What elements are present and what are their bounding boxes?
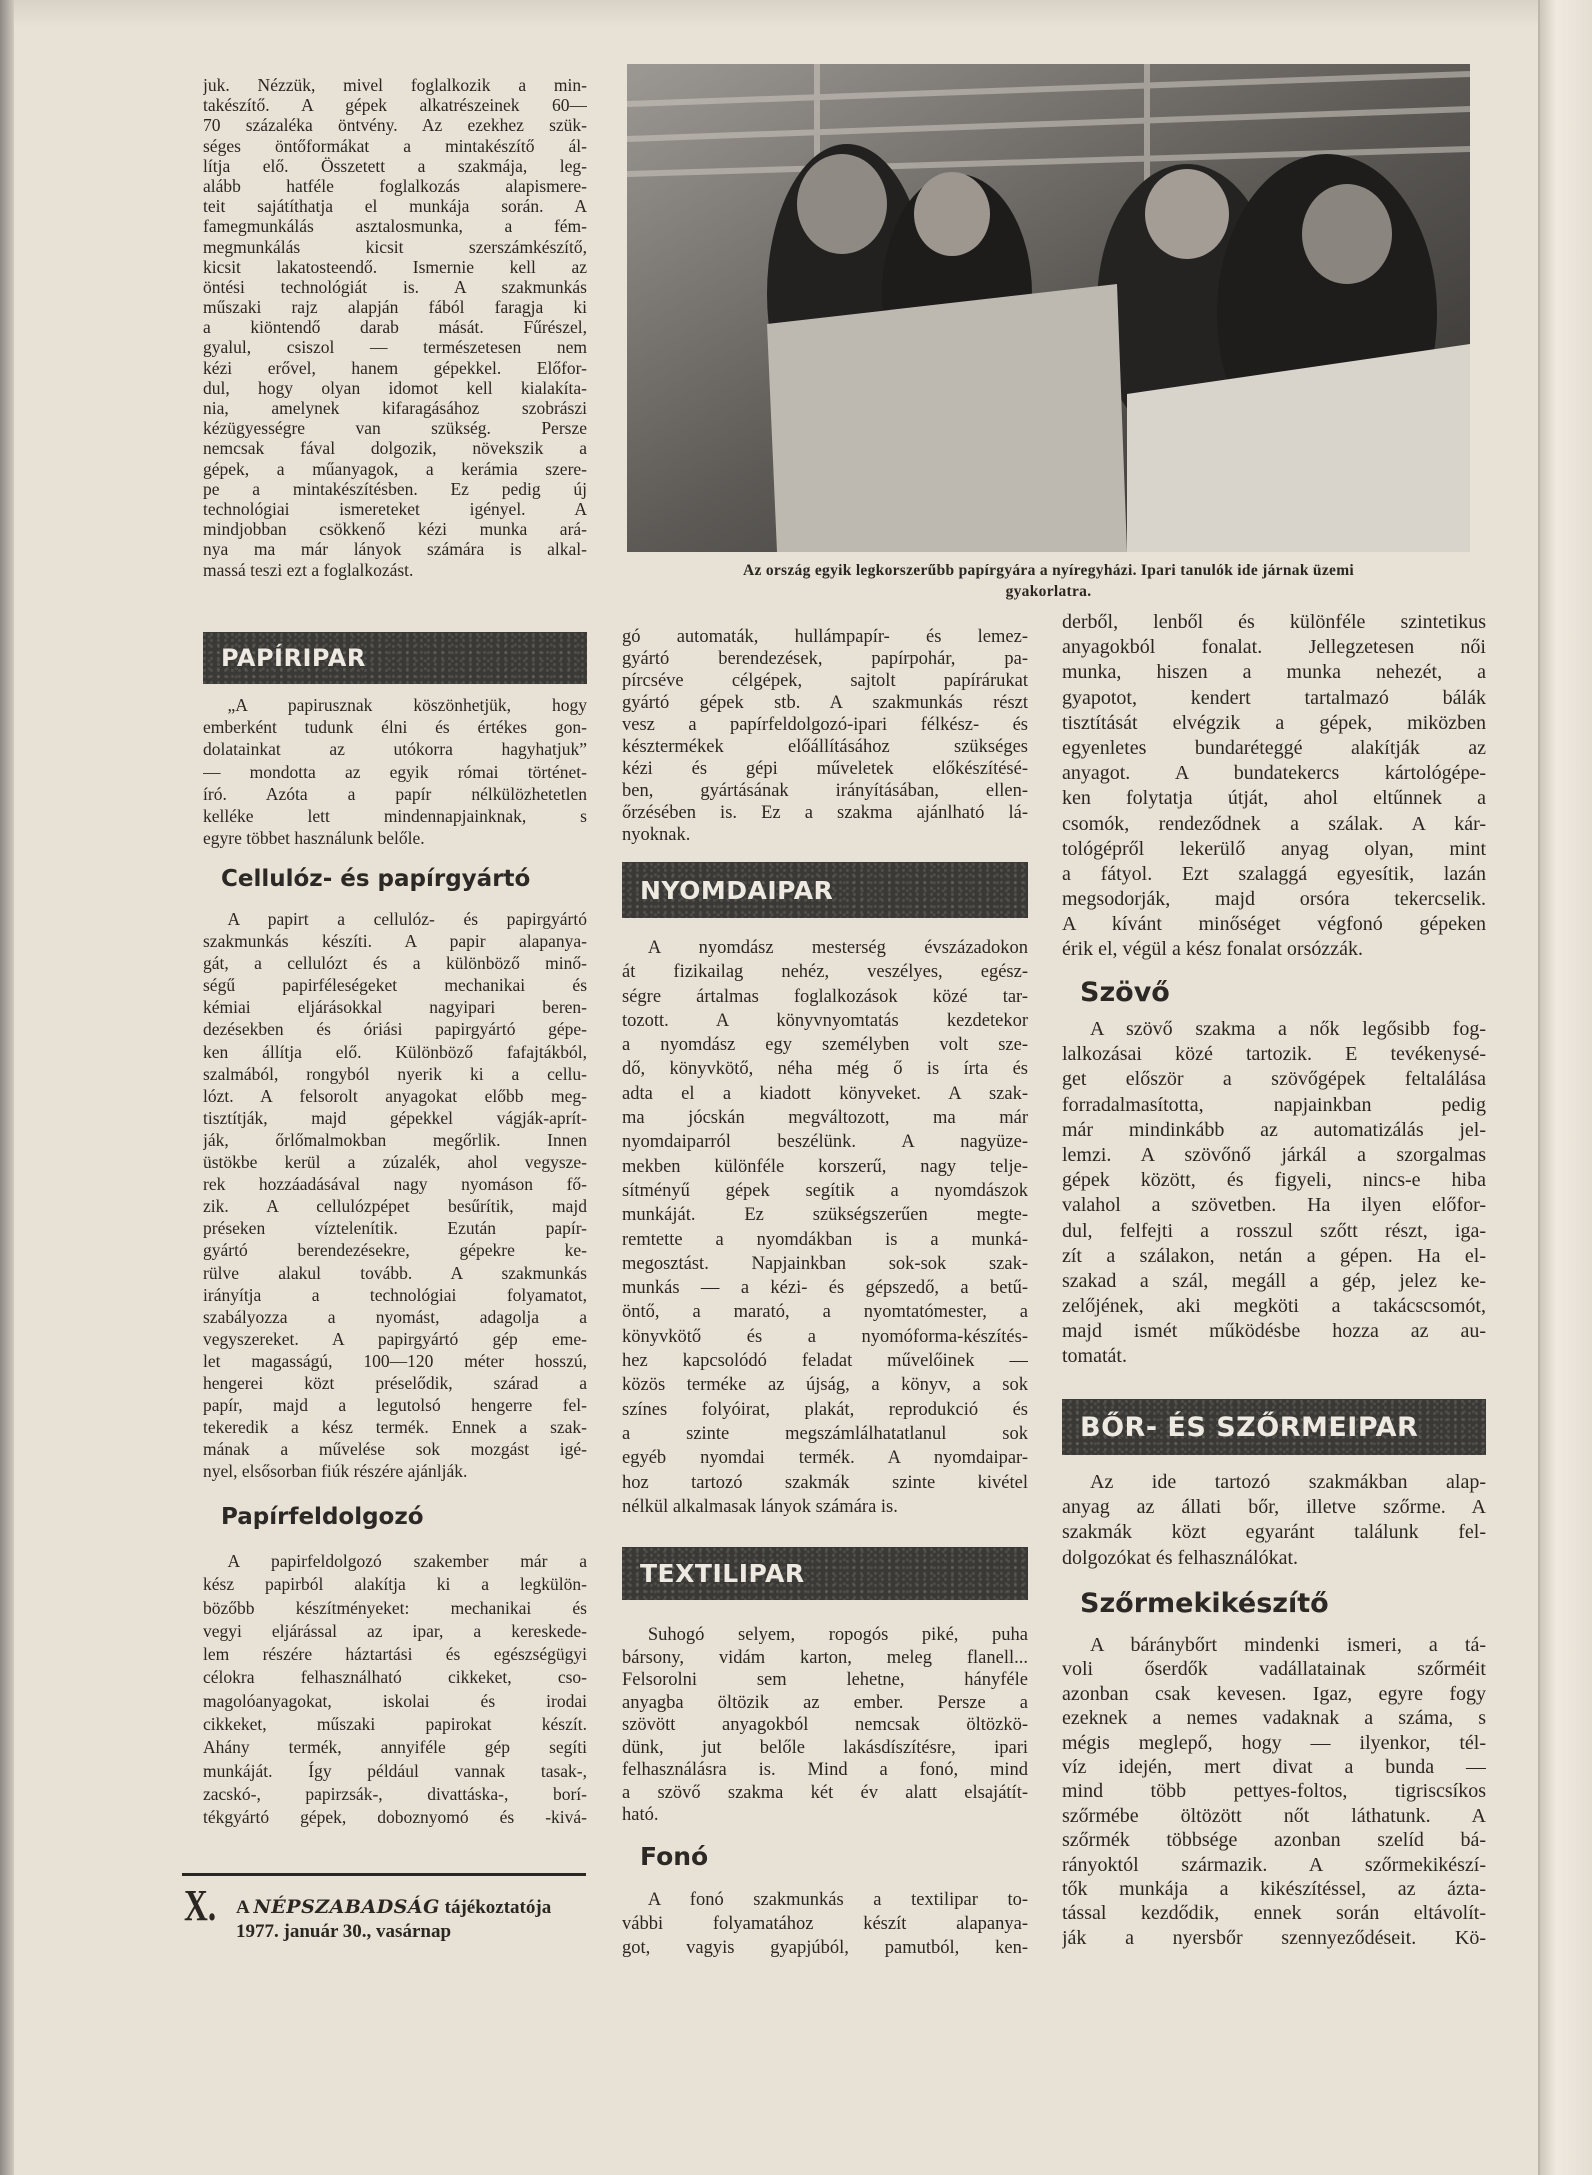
photo-paper-factory	[627, 64, 1470, 552]
text-line: ken állítja elő. Különböző fafajtákból,	[203, 1041, 587, 1062]
text-line: munka, hiszen a munka nehezét, a	[1062, 661, 1486, 684]
text-line: Az ide tartozó szakmákban alap-	[1090, 1471, 1486, 1493]
page-edge-right	[1538, 0, 1592, 2175]
text-line: dünk, jut belőle lakásdíszítésre, ipari	[622, 1737, 1028, 1758]
text-line: remtette a nyomdákban is a munká-	[622, 1229, 1028, 1250]
subheading: Fonó	[640, 1842, 709, 1871]
text-line: a fátyol. Ezt szalaggá egyesítik, lazán	[1062, 862, 1486, 885]
text-line: bözőbb készítményeket: mechanikai és	[203, 1597, 587, 1618]
text-line: anyagot. A bundatekercs kártológépe-	[1062, 762, 1486, 785]
text-line: gyártó berendezésekre, gépekre ke-	[203, 1240, 587, 1261]
text-line: ezeknek a nemes vadaknak a száma, s	[1062, 1707, 1486, 1730]
newspaper-name: NÉPSZABADSÁG	[253, 1896, 440, 1918]
text-line: mának a művelése sok mozgást igé-	[203, 1439, 587, 1460]
text-line: ható.	[622, 1805, 659, 1825]
text-line: kézi erővel, hanem gépekkel. Előfor-	[203, 357, 587, 378]
text-line: vegyszereket. A papirgyártó gép eme-	[203, 1328, 587, 1349]
text-line: nya ma már lányok számára is alkal-	[203, 539, 587, 560]
text-line: get először a szövőgépek feltalálása	[1062, 1068, 1486, 1091]
paragraph	[203, 908, 587, 1482]
text-line: teit sajátíthatja el munkája során. A	[203, 196, 587, 217]
page-edge-left	[0, 0, 14, 2175]
text-line: forradalmasította, napjainkban pedig	[1062, 1093, 1486, 1116]
caption-line: gyakorlatra.	[1005, 583, 1092, 600]
text-line: célokra felhasználható cikkeket, cso-	[203, 1667, 587, 1688]
text-line: juk. Nézzük, mivel foglalkozik a min-	[203, 75, 587, 95]
caption-line: Az ország egyik legkorszerűbb papírgyára a nyíregyházi. Ipari tanulók ide járnak üzemi	[742, 562, 1355, 579]
text-line: késztermékek előállításához szükséges	[622, 737, 1028, 757]
text-line: öntési technológiát is. A szakmunkás	[203, 276, 587, 297]
text-line: szakmunkás készíti. A papir alapanya-	[203, 931, 587, 952]
text-line: könyvkötő és a nyomóforma-készítés-	[622, 1326, 1028, 1347]
text-line: a szövő szakma két év alatt elsajátít-	[622, 1782, 1028, 1803]
photo-caption	[627, 560, 1470, 602]
text-line: hez kapcsolódó feladat művelőinek —	[622, 1351, 1028, 1372]
text-line: a nyomdász egy személyben volt sze-	[622, 1035, 1028, 1056]
text-line: adta el a kiadott könyveket. A szak-	[622, 1083, 1028, 1104]
text-line: cikkeket, műszaki papirokat készít.	[203, 1714, 587, 1735]
text-line: ségű papirféleségeket mechanikai és	[203, 975, 587, 996]
footer-date: 1977. január 30., vasárnap	[236, 1921, 452, 1942]
text-line: nyoknak.	[622, 825, 691, 845]
text-line: lózt. A felsorolt anyagokat előbb meg-	[203, 1085, 587, 1106]
text-line: szakad a szál, megáll a gép, jelez ke-	[1062, 1269, 1486, 1292]
text-line: A szövő szakma a nők legősibb fog-	[1090, 1018, 1486, 1040]
text-line: nyomdaiparról beszélünk. A nagyüze-	[622, 1132, 1028, 1153]
text-line: irányítja a technológiai folyamatot,	[203, 1284, 587, 1305]
text-line: famegmunkálás asztalosmunka, a fém-	[203, 216, 587, 237]
paragraph	[622, 936, 1028, 1519]
section-banner: NYOMDAIPAR	[622, 862, 1028, 918]
text-line: vesz a papírfeldolgozó-ipari félkész- és	[622, 715, 1028, 735]
text-line: nélkül alkalmasak lányok számára is.	[622, 1496, 898, 1517]
text-line: vábbi folyamatához készít alapanya-	[622, 1914, 1028, 1934]
text-line: egyéb nyomdai termék. A nyomdaipar-	[622, 1448, 1028, 1469]
paragraph	[622, 1888, 1028, 1960]
text-line: anyagokból fonalat. Jellegzetesen női	[1062, 636, 1486, 659]
text-line: lemzi. A szövőnő járkál a szorgalmas	[1062, 1143, 1486, 1166]
text-line: nia, amelynek kifaragásához szobrászi	[203, 398, 587, 418]
text-line: tológépről lekerülő anyag olyan, mint	[1062, 837, 1486, 860]
text-line: őrzésében is. Ez a szakma ajánlható lá-	[622, 803, 1028, 823]
text-line: — mondotta az egyik római történet-	[203, 761, 587, 782]
paragraph	[622, 1624, 1028, 1827]
paragraph	[1062, 1017, 1486, 1370]
text-line: műszaki rajz alapján fából faragja ki	[203, 297, 587, 318]
text-line: egyenletes bundaréteggé alakítják az	[1062, 736, 1486, 759]
text-line: író. Azóta a papír nélkülözhetetlen	[203, 783, 587, 804]
text-line: lem részére háztartási és egészségügyi	[203, 1644, 587, 1665]
text-line: technológiai ismereteket igényel. A	[203, 498, 587, 519]
text-line: dul, felfejti a rosszul szőtt részt, iga-	[1062, 1219, 1486, 1242]
text-line: tekeredik a kész termék. Ennek a szak-	[203, 1417, 587, 1438]
text-line: kézi és gépi műveletek előkészítésé-	[622, 759, 1028, 779]
text-line: A nyomdász mesterség évszázadokon	[647, 938, 1028, 958]
text-line: tomatát.	[1062, 1345, 1127, 1368]
text-line: gó automaták, hullámpapír- és lemez-	[622, 627, 1028, 647]
text-line: szakmák közt egyaránt találunk fel-	[1062, 1521, 1486, 1544]
text-line: séges öntőformákat a mintakészítő ál-	[203, 135, 587, 156]
text-line: mindjobban csökkenő kézi munka ará-	[203, 519, 587, 540]
page-edge-top	[14, 0, 1544, 28]
text-line: kelléke lett mindennapjainknak, s	[203, 805, 587, 826]
text-line: tisztítják, majd gépekkel vágják-aprít-	[203, 1107, 587, 1128]
text-line: víz idején, mert divat a bunda —	[1062, 1755, 1486, 1778]
text-line: zelőjének, aki megköti a takácscsomót,	[1062, 1295, 1486, 1318]
text-line: zít a szálakon, netán a gépen. Ha el-	[1062, 1244, 1486, 1267]
text-line: munkáját. Ez szükségszerűen megte-	[622, 1205, 1028, 1226]
text-line: voli őserdők vadállatainak szőrméit	[1062, 1658, 1486, 1681]
text-line: mégis meglepő, hogy — ilyenkor, tél-	[1062, 1731, 1486, 1754]
text-line: takészítő. A gépek alkatrészeinek 60—	[203, 95, 587, 116]
text-line: valahol a szövetben. Ha ilyen előfor-	[1062, 1194, 1486, 1217]
text-line: a szinte megszámlálhatatlanul sok	[622, 1423, 1028, 1444]
text-line: ségre ártalmas foglalkozások közé tar-	[622, 986, 1028, 1007]
text-line: szövött anyagokból nemcsak öltözkö-	[622, 1715, 1028, 1735]
text-line: Suhogó selyem, ropogós piké, puha	[647, 1625, 1028, 1645]
text-line: tékgyártó gépek, doboznyomó és -kivá-	[203, 1807, 587, 1828]
text-line: a kiöntendő darab mását. Fűrészel,	[203, 317, 587, 338]
text-line: csomók, rendeződnek a szálak. A kár-	[1062, 812, 1486, 835]
text-line: kézügyességre van szükség. Persze	[203, 418, 587, 439]
text-line: zacskó-, papirzsák-, divattáska-, borí-	[203, 1783, 587, 1804]
text-line: ma jócskán megváltozott, ma már	[622, 1108, 1028, 1129]
text-line: kész papirból alakítja ki a legkülön-	[203, 1574, 587, 1595]
text-line: A kívánt minőséget végfonó gépeken	[1062, 913, 1486, 936]
text-line: A papirt a cellulóz- és papirgyártó	[227, 909, 587, 929]
text-line: pírcséve célgépek, sajtolt papírárukat	[622, 671, 1028, 691]
text-line: préseken víztelenítik. Ezután papír-	[203, 1218, 587, 1239]
text-line: rülve alakul tovább. A szakmunkás	[203, 1262, 587, 1283]
text-line: dul, hogy olyan idomot kell kialakíta-	[203, 377, 587, 398]
section-banner: BŐR- ÉS SZŐRMEIPAR	[1062, 1399, 1486, 1455]
text-line: megosztást. Napjainkban sok-sok szak-	[622, 1253, 1028, 1274]
text-line: munkáját. Így például vannak tasak-,	[203, 1760, 587, 1781]
text-line: rek hozzáadásával nagy nyomáson fő-	[203, 1174, 587, 1195]
text-line: gépek között, és figyeli, nincs-e hiba	[1062, 1169, 1486, 1192]
text-line: szabályozza a nyomást, adagolja a	[203, 1306, 587, 1327]
text-line: A fonó szakmunkás a textilipar to-	[647, 1890, 1028, 1910]
text-line: majd ismét működésbe hozza az au-	[1062, 1320, 1486, 1343]
text-line: tők munkája a kikészítéssel, az ázta-	[1062, 1877, 1486, 1900]
text-line: let magasságú, 100—120 méter hosszú,	[203, 1350, 587, 1371]
text-line: A papirfeldolgozó szakember már a	[227, 1551, 587, 1571]
text-line: dolgozókat és felhasználókat.	[1062, 1546, 1299, 1569]
text-line: érik el, végül a kész fonalat orsózzák.	[1062, 938, 1363, 961]
text-line: üstökbe kerül a zúzalék, ahol vegysze-	[203, 1152, 587, 1173]
subheading: Cellulóz- és papírgyártó	[221, 866, 531, 892]
text-line: közös terméke az újság, a könyv, a sok	[622, 1375, 1028, 1396]
text-line: felhasználásra is. Mind a fonó, mind	[622, 1760, 1028, 1780]
photo-image	[627, 64, 1470, 552]
paragraph	[1062, 1470, 1486, 1571]
text-line: mind több pettyes-foltos, tigriscsíkos	[1062, 1780, 1486, 1803]
footer-rule	[182, 1873, 586, 1876]
text-line: gyapotot, kendert tartalmazó bálák	[1062, 686, 1486, 709]
text-line: hoz tartozó szakmák szinte kivétel	[622, 1472, 1028, 1493]
text-line: mekben különféle korszerű, nagy telje-	[622, 1156, 1028, 1177]
paragraph	[203, 694, 587, 849]
text-line: dő, könyvkötő, néha még ő is írta és	[622, 1059, 1028, 1080]
text-line: alább hatféle foglalkozás alapismere-	[203, 175, 587, 196]
text-line: tással kezdődik, ennek során eltávolít-	[1062, 1902, 1486, 1925]
text-line: kémiai eljárásokkal nagyipari beren-	[203, 997, 587, 1018]
text-line: vegyi eljárással az ipar, a kereskede-	[203, 1620, 587, 1641]
text-line: színes folyóirat, plakát, reprodukció és	[622, 1399, 1028, 1420]
text-line: got, vagyis gyapjúból, pamutból, ken-	[622, 1938, 1028, 1958]
text-line: 70 százaléka öntvény. Az ezekhez szük-	[203, 115, 587, 136]
paragraph	[203, 1550, 587, 1830]
text-line: ják, őrlőmalmokban megőrlik. Innen	[203, 1129, 587, 1150]
text-line: „A papirusznak köszönhetjük, hogy	[227, 695, 587, 715]
text-line: már mindinkább az automatizálás jel-	[1062, 1118, 1486, 1141]
subheading: Papírfeldolgozó	[221, 1504, 424, 1530]
paragraph	[203, 75, 587, 580]
text-line: papír, majd a legutolsó hengerre fel-	[203, 1395, 587, 1416]
text-line: gépek, a műanyagok, a kerámia szere-	[203, 458, 587, 479]
text-line: emberként tudunk élni és értékes gon-	[203, 717, 587, 738]
paragraph	[622, 626, 1028, 846]
text-line: gyártó gépek stb. A szakmunkás részt	[622, 693, 1028, 713]
text-line: egyre többet használunk belőle.	[203, 828, 425, 849]
footer-prefix: A	[236, 1897, 249, 1918]
text-line: szalmából, rongyból nyerik ki a cellu-	[203, 1063, 587, 1084]
text-line: ják a nyersbőr szennyeződéseit. Kö-	[1062, 1926, 1486, 1949]
text-line: magolóanyagokat, iskolai és irodai	[203, 1690, 587, 1711]
paragraph	[1062, 610, 1486, 963]
paragraph	[1062, 1633, 1486, 1950]
text-line: massá teszi ezt a foglalkozást.	[203, 559, 414, 580]
text-line: bársony, vidám karton, meleg flanell...	[622, 1647, 1028, 1668]
text-line: A báránybőrt mindenki ismeri, a tá-	[1090, 1634, 1486, 1656]
text-line: derből, lenből és különféle szintetikus	[1062, 611, 1486, 633]
section-banner: PAPÍRIPAR	[203, 632, 587, 684]
text-line: Felsorolni sem lehetne, hányféle	[622, 1670, 1028, 1690]
text-line: tozott. A könyvnyomtatás kezdetekor	[622, 1010, 1028, 1031]
text-line: zik. A cellulózpépet besűrítik, majd	[203, 1196, 587, 1217]
footer-masthead	[236, 1896, 551, 1919]
subheading: Szövő	[1080, 977, 1170, 1008]
text-line: szőrmébe öltözött nőt láthatunk. A	[1062, 1804, 1486, 1827]
text-line: anyagba öltözik az ember. Persze a	[622, 1692, 1028, 1713]
text-line: nemcsak fával dolgozik, növekszik a	[203, 438, 587, 459]
text-line: munkás — a kézi- és gépszedő, a betű-	[622, 1278, 1028, 1299]
section-number: X.	[184, 1881, 217, 1930]
text-line: gyártó berendezések, papírpohár, pa-	[622, 649, 1028, 669]
text-line: sítményű gépek segítik a nyomdászok	[622, 1180, 1028, 1201]
subheading: Szőrmekikészítő	[1080, 1588, 1329, 1619]
text-line: anyag az állati bőr, illetve szőrme. A	[1062, 1496, 1486, 1519]
text-line: lalkozásai közé tartozik. E tevékenysé-	[1062, 1043, 1486, 1066]
footer-suffix: tájékoztatója	[444, 1897, 552, 1918]
text-line: szőrmék többsége azonban szelíd bá-	[1062, 1829, 1486, 1852]
text-line: lítja elő. Összetett a szakmája, leg-	[203, 155, 587, 176]
text-line: át fizikailag nehéz, veszélyes, egész-	[622, 962, 1028, 983]
text-line: dezésekben és óriási papirgyártó gépe-	[203, 1019, 587, 1040]
text-line: gyalul, csiszol — természetesen nem	[203, 337, 587, 358]
text-line: pe a mintakészítésben. Ez pedig új	[203, 478, 587, 499]
text-line: megmunkálás kicsit szerszámkészítő,	[203, 236, 587, 257]
text-line: megsodorják, majd orsóra tekercselik.	[1062, 888, 1486, 911]
text-line: ben, gyártásának irányításában, ellen-	[622, 781, 1028, 801]
text-line: ken folytatja útját, ahol eltűnnek a	[1062, 787, 1486, 810]
text-line: öntő, a marató, a nyomtatómester, a	[622, 1302, 1028, 1323]
text-line: gát, a cellulózt és a különböző minő-	[203, 953, 587, 974]
section-banner: TEXTILIPAR	[622, 1547, 1028, 1600]
text-line: rányoktól származik. A szőrmekikészí-	[1062, 1853, 1486, 1876]
text-line: nyel, elsősorban fiúk részére ajánlják.	[203, 1461, 468, 1482]
text-line: kicsit lakatosteendő. Ismernie kell az	[203, 256, 587, 277]
text-line: dolatainkat az utókorra hagyhatjuk”	[203, 739, 587, 760]
text-line: azonban csak kevesen. Igaz, egyre fogy	[1062, 1682, 1486, 1705]
text-line: tisztítását elvégzik a gépek, miközben	[1062, 711, 1486, 734]
text-line: Ahány termék, annyiféle gép segíti	[203, 1737, 587, 1758]
text-line: hengerei közt préselődik, szárad a	[203, 1372, 587, 1393]
